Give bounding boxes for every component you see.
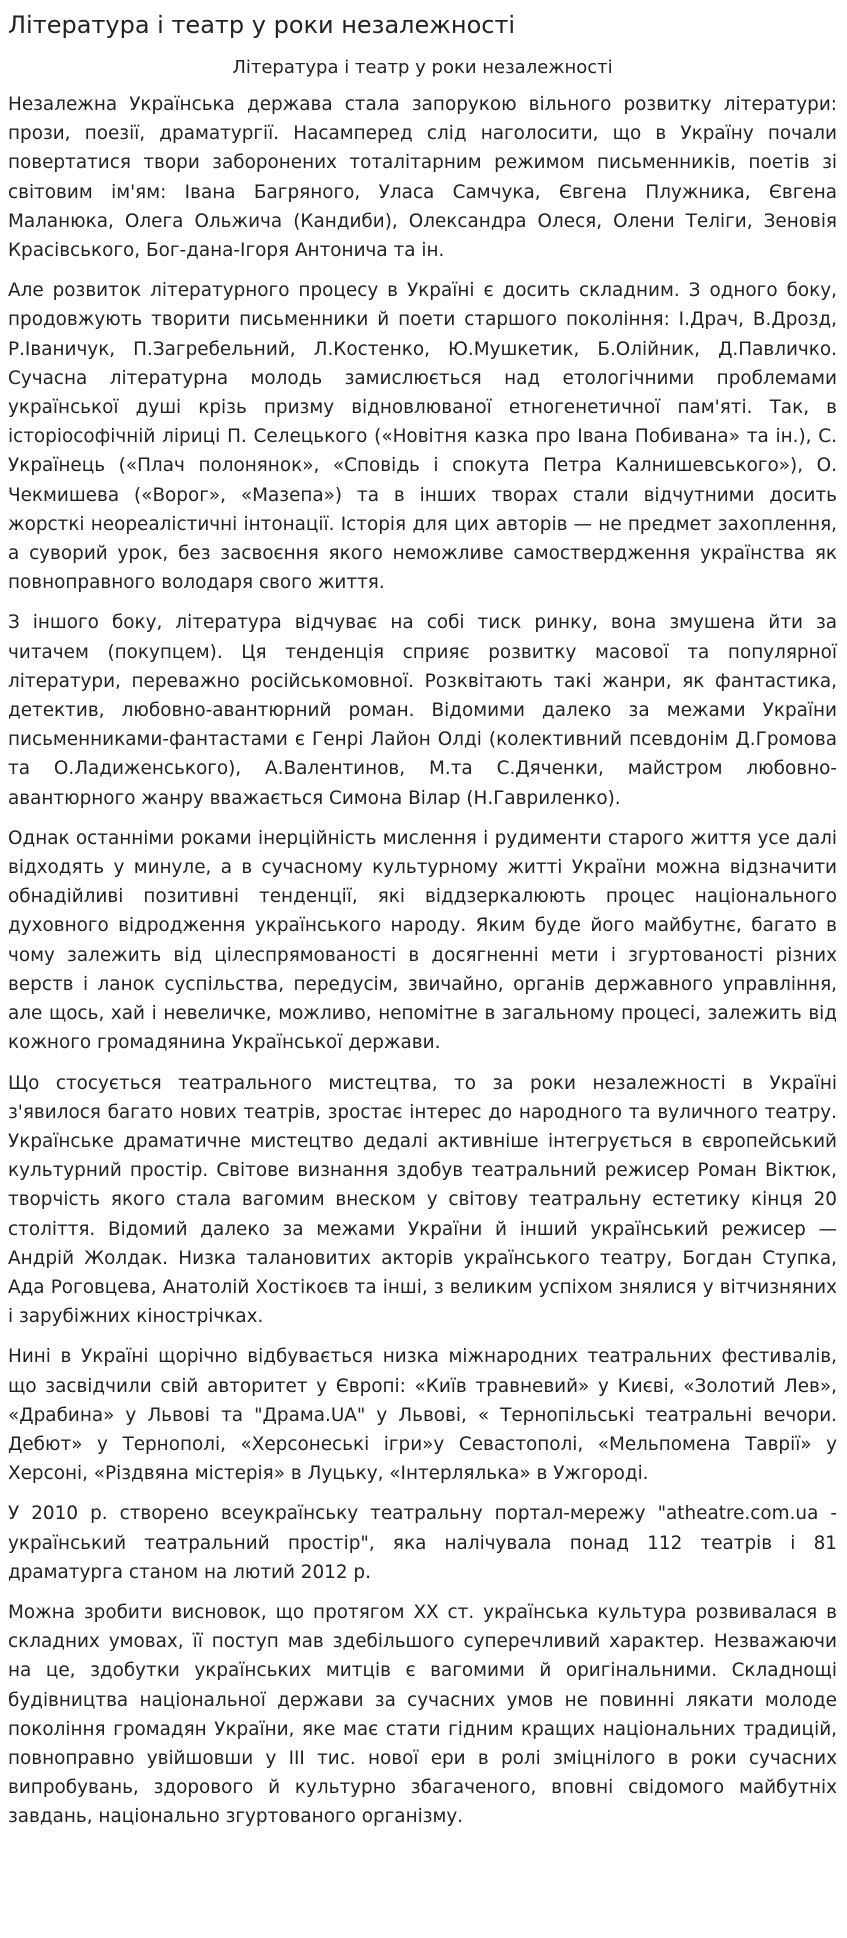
paragraph-portal: У 2010 р. створено всеукраїнську театральну портал-мережу "atheatre.com.ua - український театральний простір", яка налічувала понад 112 театрів і 81 драматурга станом на лютий 2012 р. [8, 1503, 837, 1583]
paragraph-literary-process: Але розвиток літературного процесу в Україні є досить складним. З одного боку, продовжують творити письменники й поети старшого покоління: І.Драч, В.Дрозд, Р.Іваничук, П.Загребельний, Л.Костенко, Ю.Мушкетик, Б.Олійник, Д.Павличко. Сучасна літературна молодь замислюється над етологічними проблемами української душі крізь призму відновлюваної етногенетичної пам'яті. Так, в історіософічній ліриці П. Селецького («Новітня казка про Івана Побивана» та ін.), С. Українець («Плач полонянок», «Сповідь і спокута Петра Калнишевського»), О. Чекмишева («Ворог», «Мазепа») та в інших творах стали відчутними досить жорсткі неореалістичні інтонації. Історія для цих авторів — не предмет захоплення, а суворий урок, без засвоєння якого неможливе самоствердження українства як повноправного володаря свого життя. [8, 280, 837, 594]
paragraph-festivals: Нині в Україні щорічно відбувається низка міжнародних театральних фестивалів, що засвідчили свій авторитет у Європі: «Київ травневий» у Києві, «Золотий Лев», «Драбина» у Львові та "Драма.UA" у Львові, « Тернопільські театральні вечори. Дебют» у Тернополі, «Херсонеські ігри»у Севастополі, «Мельпомена Таврії» у Херсоні, «Різдвяна містерія» в Луцьку, «Інтерлялька» в Ужгороді. [8, 1346, 837, 1485]
paragraph-independence: Незалежна Українська держава стала запорукою вільного розвитку літератури: прози, поезії, драматургії. Насамперед слід наголосити, що в Україну почали повертатися твори заборонених тоталітарним режимом письменників, поетів зі світовим ім'ям: Івана Багряного, Уласа Самчука, Євгена Плужника, Євгена Маланюка, Олега Ольжича (Кандиби), Олександра Олеся, Олени Теліги, Зеновія Красівського, Бог-дана-Ігоря Антонича та ін. [8, 94, 837, 262]
article-subtitle: Література і театр у роки незалежності [232, 57, 613, 78]
paragraph-theatre: Що стосується театрального мистецтва, то за роки незалежності в Україні з'явилося багато нових театрів, зростає інтерес до народного та вуличного театру. Українське драматичне мистецтво дедалі активніше інтегрується в європейський культурний простір. Світове визнання здобув театральний режисер Роман Віктюк, творчість якого стала вагомим внеском у світову театральну естетику кінця 20 століття. Відомий далеко за межами України й інший український режисер — Андрій Жолдак. Низка талановитих акторів українського театру, Богдан Ступка, Ада Роговцева, Анатолій Хостікоєв та інші, з великим успіхом знялися у вітчизняних і зарубіжних кінострічках. [8, 1072, 837, 1328]
article-body [8, 90, 837, 1832]
paragraph-conclusion: Можна зробити висновок, що протягом XX ст. українська культура розвивалася в складних умовах, її поступ мав здебільшого суперечливий характер. Незважаючи на це, здобутки українських митців є вагомими й оригінальними. Складнощі будівництва національної держави за сучасних умов не повинні лякати молоде покоління громадян України, яке має стати гідним кращих національних традицій, повноправно увійшовши у III тис. нової ери в ролі зміцнілого в роки сучасних випробувань, здорового й культурно збагаченого, вповні свідомого майбутніх завдань, національно згуртованого організму. [8, 1601, 837, 1828]
paragraph-market-pressure: З іншого боку, література відчуває на собі тиск ринку, вона змушена йти за читачем (покупцем). Ця тенденція сприяє розвитку масової та популярної літератури, переважно російськомовної. Розквітають такі жанри, як фантастика, детектив, любовно-авантюрний роман. Відомими далеко за межами України письменниками-фантастами є Генрі Лайон Олді (колективний псевдонім Д.Громова та О.Ладиженського), А.Валентинов, М.та С.Дяченки, майстром любовно-авантюрного жанру вважається Симона Вілар (Н.Гавриленко). [8, 612, 837, 809]
paragraph-positive-trends: Однак останніми роками інерційність мислення і рудименти старого життя усе далі відходять у минуле, а в сучасному культурному житті України можна відзначити обнадійливі позитивні тенденції, які віддзеркалюють процес національного духовного відродження українського народу. Яким буде його майбутнє, багато в чому залежить від цілеспрямованості в досягненні мети і згуртованості різних верств і ланок суспільства, передусім, звичайно, органів державного управління, але щось, хай і невеличке, можливо, непомітне в загальному процесі, залежить від кожного громадянина Української держави. [8, 827, 837, 1054]
page-title: Література і театр у роки незалежності [8, 11, 516, 39]
